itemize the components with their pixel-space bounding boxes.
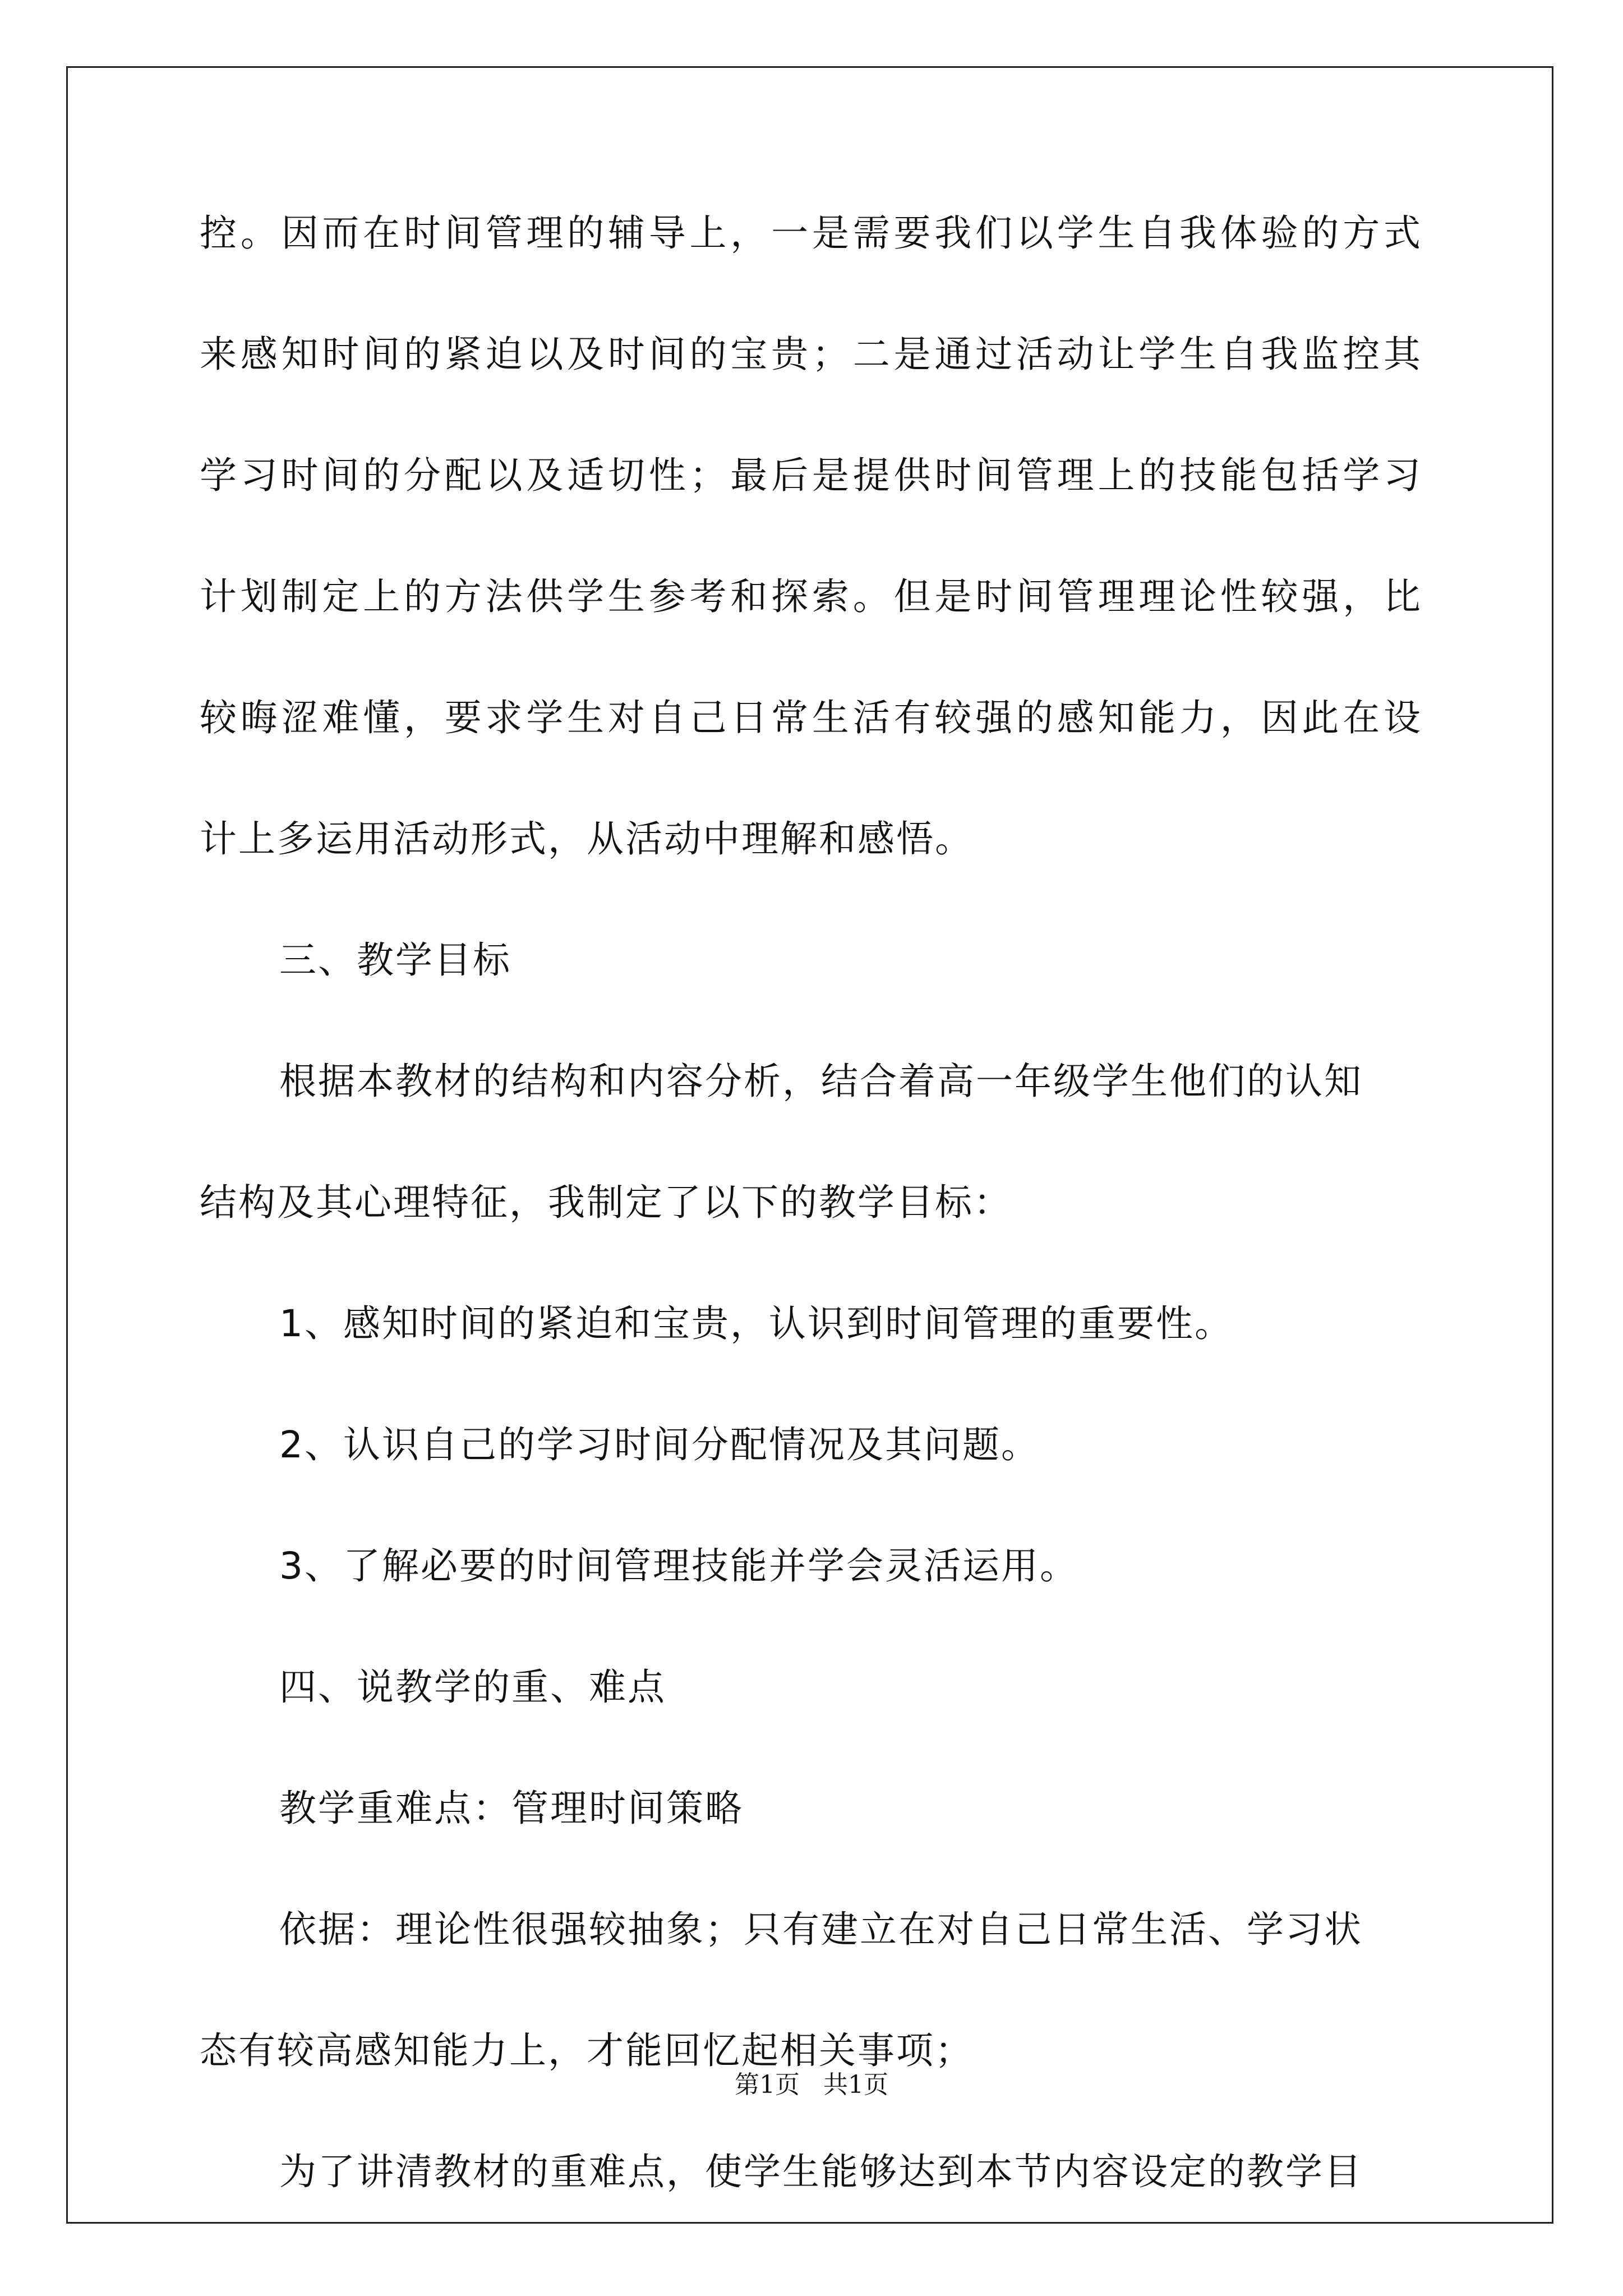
paragraph-line-17: 为了讲清教材的重难点，使学生能够达到本节内容设定的教学目 [279, 2150, 1363, 2193]
list-item-1: 1、感知时间的紧迫和宝贵，认识到时间管理的重要性。 [279, 1302, 1233, 1345]
paragraph-line-14: 教学重难点：管理时间策略 [279, 1787, 744, 1830]
paragraph-line-4: 计划制定上的方法供学生参考和探索。但是时间管理理论性较强，比 [200, 575, 1422, 618]
document-body [200, 212, 1422, 2272]
paragraph-line-1: 控。因而在时间管理的辅导上，一是需要我们以学生自我体验的方式 [200, 211, 1422, 255]
list-item-3: 3、了解必要的时间管理技能并学会灵活运用。 [279, 1544, 1078, 1588]
paragraph-line-5: 较晦涩难懂，要求学生对自己日常生活有较强的感知能力，因此在设 [200, 696, 1422, 739]
paragraph-line-6: 计上多运用活动形式，从活动中理解和感悟。 [200, 817, 974, 861]
paragraph-line-9: 结构及其心理特征，我制定了以下的教学目标： [200, 1181, 1012, 1224]
section-heading-objectives: 三、教学目标 [279, 938, 511, 982]
page-number-footer: 第1页 共1页 [735, 2070, 888, 2099]
paragraph-line-16: 态有较高感知能力上，才能回忆起相关事项； [200, 2029, 974, 2072]
list-item-2: 2、认识自己的学习时间分配情况及其问题。 [279, 1423, 1040, 1466]
paragraph-line-15: 依据：理论性很强较抽象；只有建立在对自己日常生活、学习状 [279, 1908, 1363, 1951]
paragraph-line-3: 学习时间的分配以及适切性；最后是提供时间管理上的技能包括学习 [200, 454, 1422, 497]
paragraph-line-2: 来感知时间的紧迫以及时间的宝贵；二是通过活动让学生自我监控其 [200, 333, 1422, 376]
paragraph-line-8: 根据本教材的结构和内容分析，结合着高一年级学生他们的认知 [279, 1060, 1363, 1103]
section-heading-key-points: 四、说教学的重、难点 [279, 1665, 666, 1709]
